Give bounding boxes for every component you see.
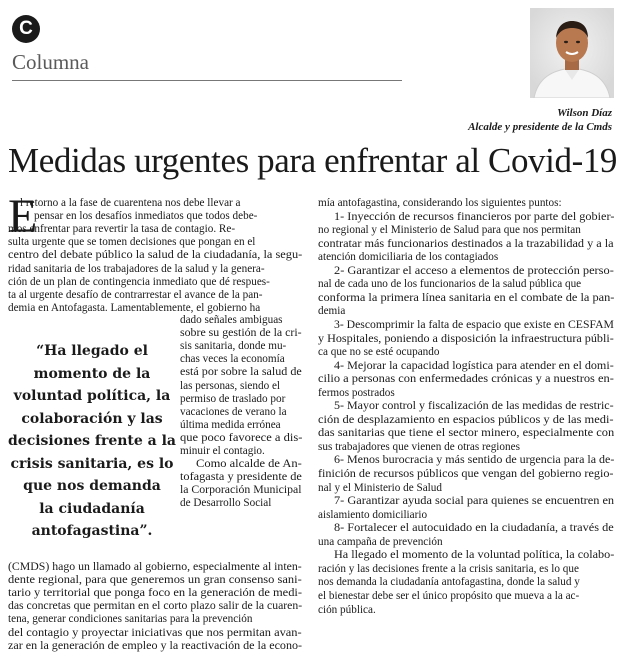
text-line: 6- Menos burocracia y más sentido de urgencia para la de- [334,454,615,467]
text-line: sulta urgente que se tomen decisiones que pongan en el [8,236,256,249]
section-label: Columna [12,50,89,74]
text-line: ridad sanitaria de los trabajadores de la salud y la genera- [8,262,265,275]
text-line: mos enfrentar para revertir la tasa de contagio. Re- [8,223,236,236]
text-line: 2- Garantizar el acceso a elementos de protección perso- [334,264,614,277]
pull-quote-line: la ciudadanía [39,500,145,517]
text-line: chas veces la economía [180,353,285,366]
header-divider [12,80,402,81]
text-line: dado señales ambiguas [180,314,283,326]
text-line: el bienestar debe ser el único propósito que mueva a la ac- [318,589,580,602]
text-line: dente regional, para que generemos un gran consenso sani- [8,574,302,587]
text-line: centro del debate público la salud de la ciudadanía, la segu- [8,249,303,262]
text-line: mía antofagastina, considerando los siguientes puntos: [318,197,562,209]
text-line: zar en la generación de empleo y la reactivación de la econo- [8,639,303,652]
author-role: Alcalde y presidente de la Cmds [468,121,612,133]
text-line: aislamiento domiciliario [318,508,428,521]
text-line: tena, generar condiciones sanitarias para la prevención [8,613,253,626]
text-line: tofagasta y presidente de [180,471,302,484]
text-line: pensar en los desafíos inmediatos que todos debe- [34,210,258,223]
text-line: fermos postrados [318,386,395,399]
text-line: ción de un plan de contingencia inmediato que dé respues- [8,275,270,288]
text-line: conforma la primera línea sanitaria en el combate de la pan- [318,291,615,304]
text-line: y Hospitales, poniendo a disposición la infraestructura públi- [318,332,614,345]
text-line: la Corporación Municipal [180,484,302,497]
text-line: cilio a personas con enfermedades crónicas y a nuestros en- [318,373,614,386]
text-line: ción de desplazamiento en espacios públicos y de las medi- [318,413,614,426]
text-line: 3- Descomprimir la falta de espacio que existe en CESFAM [334,318,614,331]
text-line: contratar más funcionarios destinados a la trazabilidad y a la [318,237,614,250]
author-name: Wilson Díaz [557,107,612,119]
text-line: nal de cada uno de los funcionarios de la salud pública que [318,278,582,291]
column-badge: C [12,15,40,43]
text-line: 4- Mejorar la capacidad logística para atender en el domi- [334,359,614,372]
pull-quote-line: decisiones frente a la [8,433,176,449]
pull-quote-line: antofagastina”. [31,523,153,539]
text-line: finición de recursos públicos que vengan del gobierno regio- [318,468,614,480]
text-line: una campaña de prevención [318,535,443,548]
text-line: Como alcalde de An- [196,458,302,471]
text-line: nos demanda la ciudadanía antofagastina, donde la salud y [318,576,580,589]
text-line: sobre su gestión de la cri- [180,327,302,340]
text-line: de Desarrollo Social [180,497,272,510]
text-line: ca que no se esté ocupando [318,346,440,359]
text-line: ta al urgente desafío de contrarrestar el avance de la pan- [8,288,263,301]
text-line: nal y el Ministerio de Salud [318,481,442,494]
text-line: ción pública. [318,603,376,616]
text-line: (CMDS) hago un llamado al gobierno, especialmente al inten- [8,561,302,573]
text-line: está por sobre la salud de [180,366,302,379]
pull-quote-line: colaboración y las [21,410,163,427]
text-line: que poco favorece a dis- [180,431,303,444]
pull-quote-line: crisis sanitaria, es lo [10,455,174,472]
drop-cap: E [8,190,38,243]
text-line: las personas, siendo el [180,379,281,392]
text-line: 5- Mayor control y fiscalización de las medidas de restric- [334,400,614,413]
pull-quote-line: “Ha llegado el [36,343,148,359]
text-line: das sanitarias que tiene el sector minero, especialmente con [318,427,615,440]
text-line: atención domiciliaria de los contagiados [318,251,499,264]
text-line: demia en Antofagasta. Lamentablemente, el gobierno ha [8,301,261,314]
text-line: demia [318,305,346,318]
text-line: Ha llegado el momento de la voluntad política, la colabo- [334,549,615,562]
text-line: permiso de traslado por [180,392,286,405]
text-line: ración y las decisiones frente a la crisis sanitaria, es lo que [318,562,579,575]
text-line: 1- Inyección de recursos financieros por parte del gobier- [334,210,615,223]
text-line: 8- Fortalecer el autocuidado en la ciudadanía, a través de [334,522,614,535]
article-headline: Medidas urgentes para enfrentar al Covid-19 [8,141,618,180]
author-byline [468,106,612,134]
text-line: sus trabajadores que vienen de otras regiones [318,440,520,453]
pull-quote-line: voluntad política, la [13,388,171,404]
text-line: no regional y el Ministerio de Salud para que nos permitan [318,224,581,237]
text-line: 7- Garantizar ayuda social para quienes se encuentren en [334,495,615,508]
text-line: tario y territorial que ponga foco en la generación de medi- [8,587,303,600]
text-line: vacaciones de verano la [180,405,287,418]
pull-quote-line: momento de la [33,365,151,382]
text-line: última medida errónea [180,418,281,431]
text-line: das concretas que permitan en el corto plazo salir de la cuaren- [8,600,303,613]
author-photo [530,8,614,98]
text-line: sis sanitaria, donde mu- [180,340,287,353]
text-line: l retorno a la fase de cuarentena nos debe llevar a [20,197,241,209]
text-line: minuir el contagio. [180,445,265,457]
pull-quote-line: que nos demanda [23,478,161,494]
text-line: del contagio y proyectar iniciativas que nos permitan avan- [8,626,302,639]
